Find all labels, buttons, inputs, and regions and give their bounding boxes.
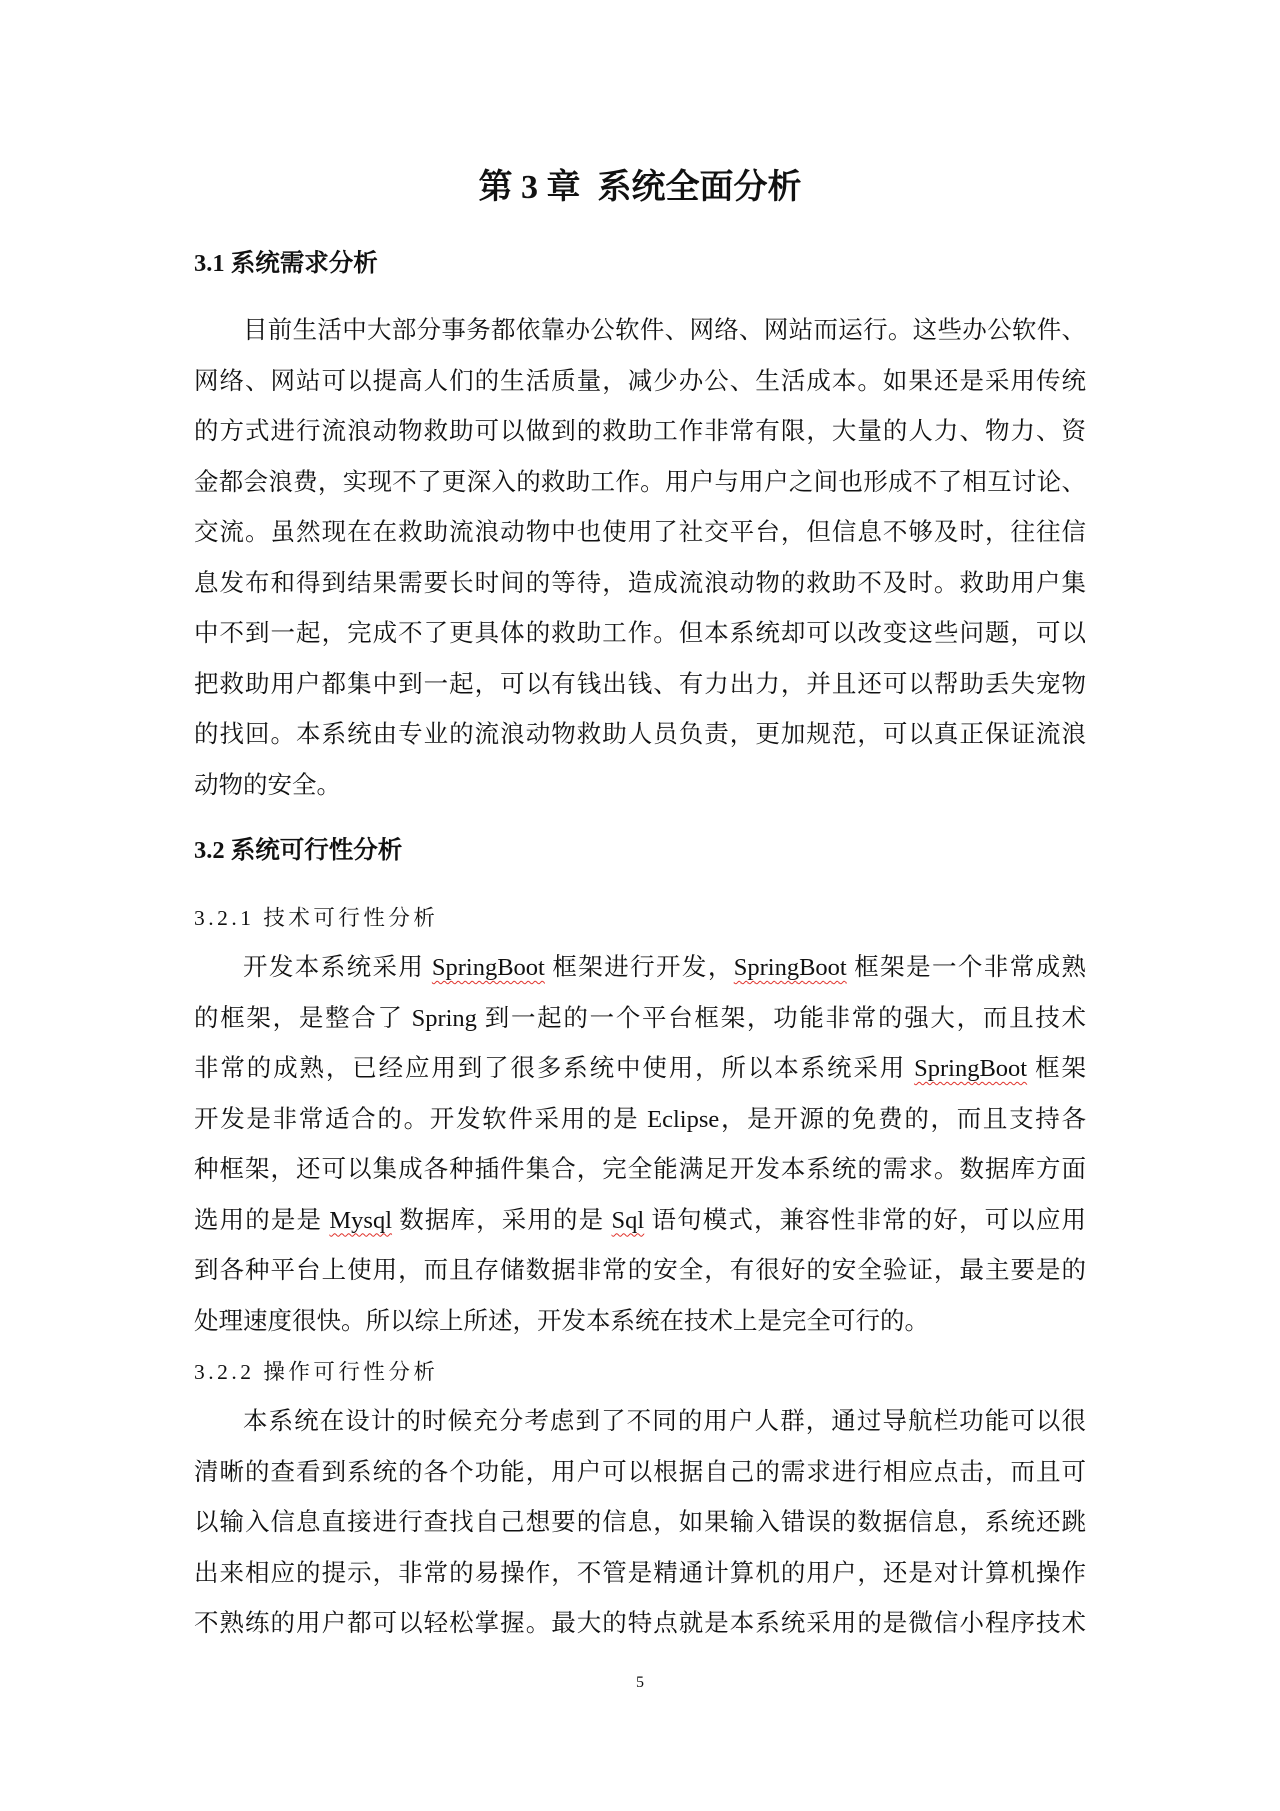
paragraph-3-2-2 <box>194 1397 1086 1650</box>
text-segment: 开发本系统采用 <box>243 954 432 981</box>
paragraph-line: 以输入信息直接进行查找自己想要的信息，如果输入错误的数据信息，系统还跳 <box>194 1509 1086 1536</box>
spellcheck-flagged-word: SpringBoot <box>431 954 545 981</box>
paragraph-line: 的找回。本系统由专业的流浪动物救助人员负责，更加规范，可以真正保证流浪 <box>194 721 1086 748</box>
subsection-heading-3-2-1: 3.2.1 技术可行性分析 <box>194 906 439 930</box>
text-segment: 语句模式，兼容性非常的好，可以应用 <box>644 1206 1087 1234</box>
paragraph-line: 目前生活中大部分事务都依靠办公软件、网络、网站而运行。这些办公软件、 <box>243 317 1086 344</box>
paragraph-line: 交流。虽然现在在救助流浪动物中也使用了社交平台，但信息不够及时，往往信 <box>194 519 1086 546</box>
text-segment: 框架是一个非常成熟 <box>846 954 1087 981</box>
paragraph-line: 本系统在设计的时候充分考虑到了不同的用户人群，通过导航栏功能可以很 <box>243 1408 1086 1435</box>
text-segment: 数据库，采用的是 <box>392 1206 612 1234</box>
text-segment: 选用的是是 <box>194 1206 330 1234</box>
paragraph-line: 的方式进行流浪动物救助可以做到的救助工作非常有限，大量的人力、物力、资 <box>194 418 1086 445</box>
paragraph-line: 出来相应的提示，非常的易操作，不管是精通计算机的用户，还是对计算机操作 <box>194 1559 1086 1587</box>
paragraph-line: 到各种平台上使用，而且存储数据非常的安全，有很好的安全验证，最主要是的 <box>194 1257 1086 1284</box>
paragraph-line: 不熟练的用户都可以轻松掌握。最大的特点就是本系统采用的是微信小程序技术 <box>194 1610 1086 1637</box>
spellcheck-flagged-word: SpringBoot <box>914 1055 1028 1082</box>
paragraph-line: 种框架，还可以集成各种插件集合，完全能满足开发本系统的需求。数据库方面 <box>194 1156 1086 1183</box>
text-segment: 框架 <box>1027 1055 1086 1082</box>
paragraph-line: 金都会浪费，实现不了更深入的救助工作。用户与用户之间也形成不了相互讨论、 <box>194 468 1086 496</box>
section-heading-3-1: 3.1 系统需求分析 <box>194 250 378 277</box>
paragraph-line <box>194 1044 1086 1095</box>
paragraph-line: 的框架，是整合了 Spring 到一起的一个平台框架，功能非常的强大，而且技术 <box>194 1004 1086 1032</box>
paragraph-line <box>194 1196 1086 1247</box>
paragraph-line: 处理速度很快。所以综上所述，开发本系统在技术上是完全可行的。 <box>194 1307 929 1335</box>
paragraph-line: 动物的安全。 <box>194 771 341 799</box>
paragraph-line: 清晰的查看到系统的各个功能，用户可以根据自己的需求进行相应点击，而且可 <box>194 1458 1086 1486</box>
text-segment: 框架进行开发， <box>544 954 734 981</box>
paragraph-line: 开发是非常适合的。开发软件采用的是 Eclipse，是开源的免费的，而且支持各 <box>194 1105 1086 1133</box>
paragraph-3-2-1 <box>194 943 1086 1347</box>
subsection-heading-3-2-2: 3.2.2 操作可行性分析 <box>194 1360 439 1384</box>
paragraph-line: 息发布和得到结果需要长时间的等待，造成流浪动物的救助不及时。救助用户集 <box>194 569 1086 597</box>
paragraph-line: 网络、网站可以提高人们的生活质量，减少办公、生活成本。如果还是采用传统 <box>194 367 1086 395</box>
spellcheck-flagged-word: Sql <box>611 1206 645 1234</box>
paragraph-line <box>194 943 1086 994</box>
chapter-title: 第 3 章 系统全面分析 <box>478 169 802 206</box>
section-heading-3-2: 3.2 系统可行性分析 <box>194 837 403 864</box>
paragraph-line: 把救助用户都集中到一起，可以有钱出钱、有力出力，并且还可以帮助丢失宠物 <box>194 670 1086 698</box>
paragraph-line: 中不到一起，完成不了更具体的救助工作。但本系统却可以改变这些问题，可以 <box>194 620 1086 647</box>
page-number: 5 <box>636 1674 644 1691</box>
spellcheck-flagged-word: SpringBoot <box>733 954 847 981</box>
paragraph-3-1 <box>194 306 1086 811</box>
spellcheck-flagged-word: Mysql <box>329 1206 393 1234</box>
text-segment: 非常的成熟，已经应用到了很多系统中使用，所以本系统采用 <box>194 1055 915 1082</box>
